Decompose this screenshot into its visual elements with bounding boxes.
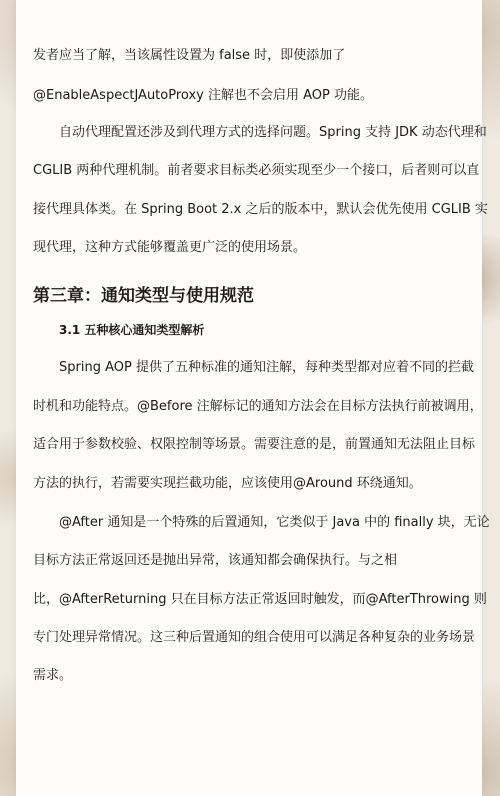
paragraph-line: 专门处理异常情况。这三种后置通知的组合使用可以满足各种复杂的业务场景 (33, 630, 476, 645)
paragraph-line: 需求。 (33, 668, 73, 683)
paragraph-line: 时机和功能特点。@Before 注解标记的通知方法会在目标方法执行前被调用， (33, 399, 483, 414)
paragraph-line: 自动代理配置还涉及到代理方式的选择问题。Spring 支持 JDK 动态代理和 (59, 125, 487, 140)
paragraph-line: 现代理，这种方式能够覆盖更广泛的使用场景。 (33, 240, 307, 255)
paragraph-line: 目标方法正常返回还是抛出异常，该通知都会确保执行。与之相 (33, 553, 398, 568)
chapter-title: 第三章：通知类型与使用规范 (33, 286, 254, 306)
paragraph-line: 方法的执行，若需要实现拦截功能，应该使用@Around 环绕通知。 (33, 476, 422, 491)
paragraph-line: CGLIB 两种代理机制。前者要求目标类必须实现至少一个接口，后者则可以直 (33, 163, 480, 178)
paragraph-line: 接代理具体类。在 Spring Boot 2.x 之后的版本中，默认会优先使用 CGLIB 实 (33, 202, 488, 217)
paragraph-line: 适合用于参数校验、权限控制等场景。需要注意的是，前置通知无法阻止目标 (33, 437, 476, 452)
paragraph-line: @EnableAspectJAutoProxy 注解也不会启用 AOP 功能。 (33, 88, 373, 103)
document-sheet (16, 0, 482, 796)
section-title: 3.1 五种核心通知类型解析 (59, 323, 205, 337)
paragraph-line: Spring AOP 提供了五种标准的通知注解，每种类型都对应着不同的拦截 (59, 360, 474, 375)
paragraph-line: 比，@AfterReturning 只在目标方法正常返回时触发，而@AfterThrowing 则 (33, 592, 487, 607)
paragraph-line: @After 通知是一个特殊的后置通知，它类似于 Java 中的 finally 块，无论 (59, 515, 490, 530)
paragraph-line: 发者应当了解，当该属性设置为 false 时，即使添加了 (33, 48, 346, 63)
